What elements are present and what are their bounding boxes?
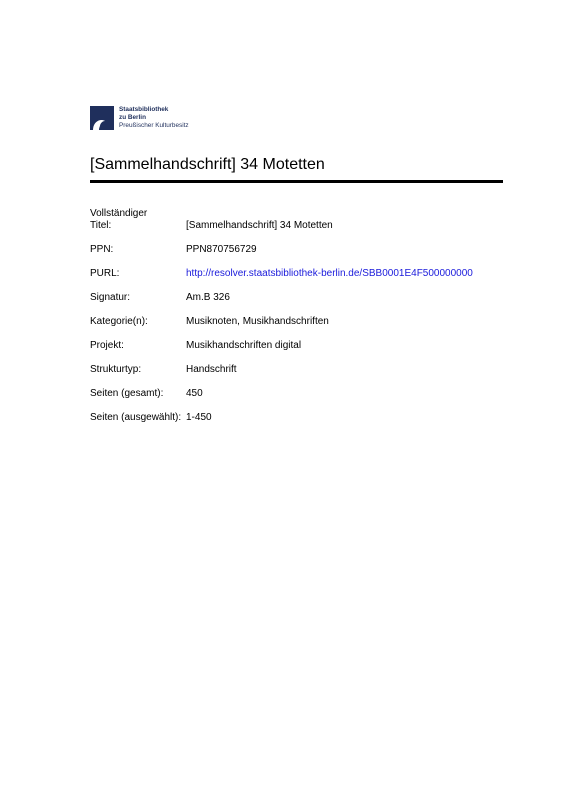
metadata-label: Seiten (gesamt): (90, 388, 164, 399)
metadata-label: Strukturtyp: (90, 364, 142, 375)
metadata-label: Vollständiger Titel: (90, 208, 148, 231)
metadata-label: Seiten (ausgewählt): (90, 412, 182, 423)
metadata-label: Projekt: (90, 340, 124, 351)
metadata-label: Kategorie(n): (90, 316, 148, 327)
metadata-label: Signatur: (90, 292, 131, 303)
metadata-value: PPN870756729 (186, 244, 257, 255)
logo-line-2: zu Berlin (119, 114, 146, 121)
library-logo-text (119, 106, 189, 130)
logo-line-1: Staatsbibliothek (119, 106, 169, 113)
metadata-value: Musiknoten, Musikhandschriften (186, 316, 329, 327)
metadata-value: Handschrift (186, 364, 237, 375)
metadata-value: Musikhandschriften digital (186, 340, 302, 351)
page-title: [Sammelhandschrift] 34 Motetten (90, 156, 325, 173)
title-divider (90, 180, 503, 183)
library-logo-icon (90, 106, 114, 130)
library-logo (90, 106, 189, 130)
metadata-value: [Sammelhandschrift] 34 Motetten (186, 220, 333, 231)
metadata-value: 1-450 (186, 412, 212, 423)
purl-link[interactable]: http://resolver.staatsbibliothek-berlin.de/SBB0001E4F500000000 (186, 268, 473, 279)
metadata-label: PURL: (90, 268, 120, 279)
metadata-value: 450 (186, 388, 203, 399)
logo-line-3: Preußischer Kulturbesitz (119, 122, 189, 129)
metadata-value: Am.B 326 (186, 292, 230, 303)
metadata-label: PPN: (90, 244, 114, 255)
